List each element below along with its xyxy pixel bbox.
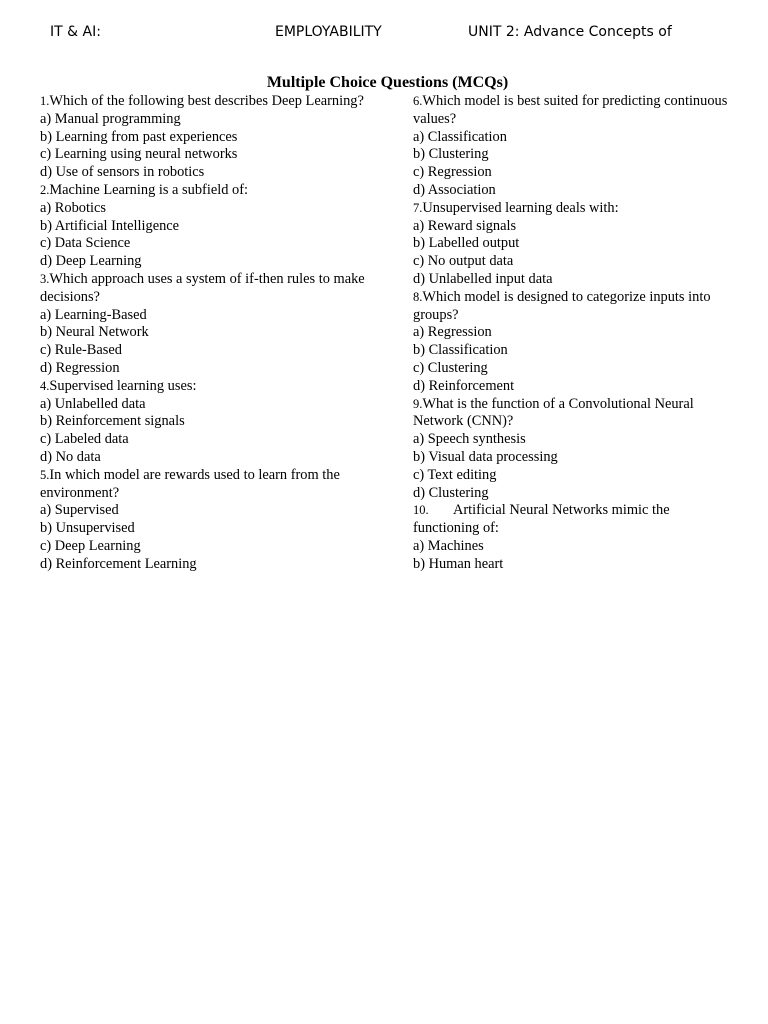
answer-option: d) Reinforcement Learning — [40, 555, 197, 572]
answer-option: c) Labeled data — [40, 431, 129, 448]
question-prompt: Unsupervised learning deals with: — [422, 199, 619, 216]
question-item — [413, 93, 738, 200]
question-number: 2. — [40, 182, 50, 197]
answer-option: b) Unsupervised — [40, 520, 135, 537]
answer-option: d) Association — [413, 181, 496, 198]
question-item — [413, 289, 738, 396]
answer-option: a) Unlabelled data — [40, 395, 146, 412]
question-text — [40, 93, 370, 111]
answer-option: a) Learning-Based — [40, 306, 147, 323]
question-number: 1. — [40, 94, 50, 108]
answer-option: d) Use of sensors in robotics — [40, 164, 205, 181]
header-unit: UNIT 2: Advance Concepts of — [468, 24, 672, 40]
page-title: Multiple Choice Questions (MCQs) — [266, 74, 509, 91]
answer-option: c) No output data — [413, 253, 514, 270]
answer-option: a) Machines — [413, 537, 484, 554]
answer-option: d) No data — [40, 448, 101, 465]
answer-option: a) Classification — [413, 128, 507, 145]
question-number: 3. — [40, 271, 50, 286]
question-prompt: What is the function of a Convolutional Neural Network (CNN)? — [413, 395, 694, 430]
header-subject: IT & AI: — [50, 24, 101, 40]
answer-option: c) Regression — [413, 164, 492, 181]
answer-option: d) Unlabelled input data — [413, 270, 553, 287]
question-item — [40, 467, 370, 574]
answer-option: b) Human heart — [413, 555, 504, 572]
answer-option: a) Reward signals — [413, 217, 517, 234]
answer-option: d) Regression — [40, 359, 120, 376]
answer-option: a) Manual programming — [40, 110, 181, 127]
question-text — [413, 93, 738, 129]
question-text — [413, 396, 738, 432]
answer-option: d) Clustering — [413, 484, 489, 501]
question-text — [413, 502, 738, 538]
answer-option: b) Reinforcement signals — [40, 413, 185, 430]
question-number: 7. — [413, 200, 423, 215]
question-prompt: Machine Learning is a subfield of: — [49, 181, 248, 198]
right-question-column — [413, 93, 738, 574]
question-number: 10. — [413, 503, 429, 518]
answer-option: c) Clustering — [413, 359, 488, 376]
answer-option: b) Artificial Intelligence — [40, 217, 180, 234]
question-item — [413, 200, 738, 289]
answer-option: b) Neural Network — [40, 324, 149, 341]
question-item — [413, 396, 738, 503]
answer-option: b) Visual data processing — [413, 448, 558, 465]
answer-option: c) Rule-Based — [40, 342, 122, 359]
question-number: 6. — [413, 94, 423, 108]
header-course: EMPLOYABILITY — [275, 24, 382, 40]
answer-option: c) Text editing — [413, 466, 497, 483]
question-item — [40, 182, 370, 271]
answer-option: a) Supervised — [40, 502, 119, 519]
question-prompt: In which model are rewards used to learn from the environment? — [40, 466, 340, 501]
question-number: 5. — [40, 467, 50, 482]
question-text — [40, 378, 370, 396]
question-prompt: Artificial Neural Networks mimic the functioning of: — [413, 502, 670, 537]
question-prompt: Supervised learning uses: — [49, 377, 197, 394]
question-item — [40, 93, 370, 182]
question-text — [40, 182, 370, 200]
question-item — [40, 378, 370, 467]
answer-option: c) Learning using neural networks — [40, 146, 238, 163]
question-prompt: Which of the following best describes Deep Learning? — [49, 93, 364, 109]
question-item — [413, 502, 738, 573]
answer-option: a) Robotics — [40, 199, 106, 216]
answer-option: c) Data Science — [40, 235, 131, 252]
question-text — [413, 289, 738, 325]
question-prompt: Which model is best suited for predicting continuous values? — [413, 93, 728, 127]
question-text — [40, 467, 370, 503]
question-text — [413, 200, 738, 218]
question-number: 8. — [413, 289, 423, 304]
question-prompt: Which approach uses a system of if-then rules to make decisions? — [40, 270, 365, 305]
answer-option: a) Regression — [413, 324, 492, 341]
answer-option: d) Reinforcement — [413, 377, 515, 394]
question-number: 9. — [413, 396, 423, 411]
question-text — [40, 271, 370, 307]
question-item — [40, 271, 370, 378]
question-prompt: Which model is designed to categorize inputs into groups? — [413, 288, 711, 323]
answer-option: a) Speech synthesis — [413, 431, 526, 448]
answer-option: b) Classification — [413, 342, 508, 359]
left-question-column — [40, 93, 370, 574]
answer-option: b) Clustering — [413, 146, 489, 163]
answer-option: c) Deep Learning — [40, 537, 141, 554]
answer-option: b) Learning from past experiences — [40, 128, 238, 145]
question-number: 4. — [40, 378, 50, 393]
answer-option: d) Deep Learning — [40, 253, 142, 270]
answer-option: b) Labelled output — [413, 235, 520, 252]
page-header — [0, 24, 768, 44]
